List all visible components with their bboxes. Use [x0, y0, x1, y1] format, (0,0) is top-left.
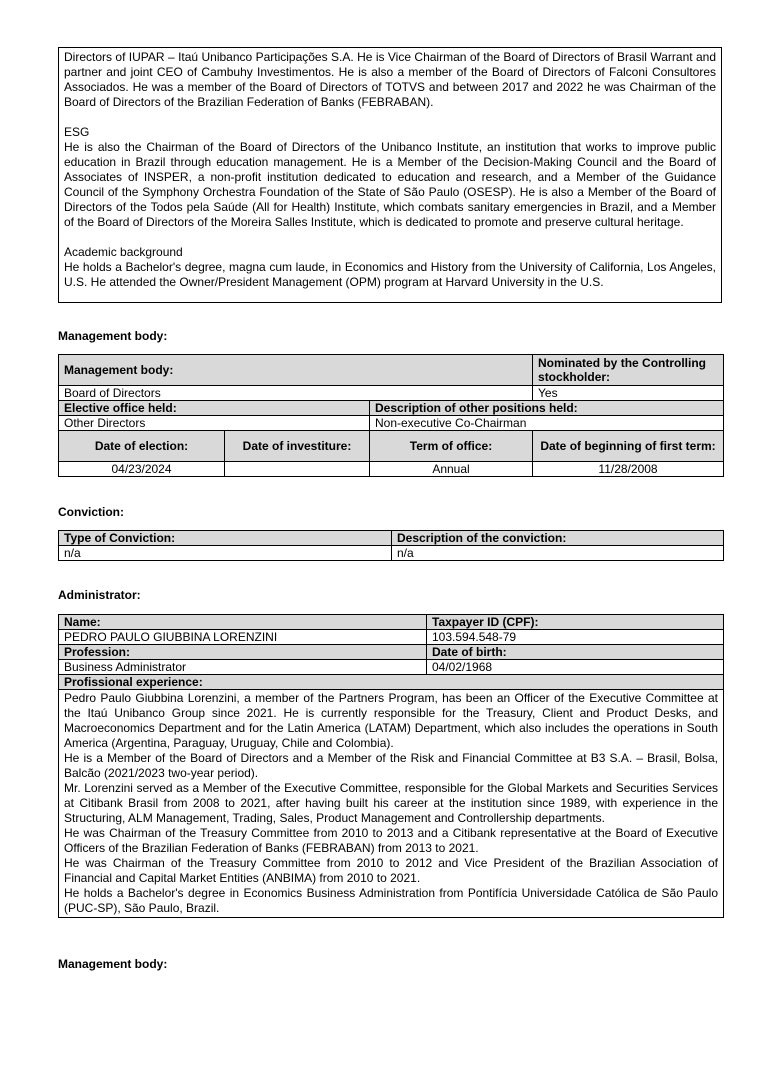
administrator-table	[58, 614, 724, 918]
management-body-value: Board of Directors	[59, 386, 533, 401]
birth-date-value: 04/02/1968	[427, 660, 724, 675]
experience-paragraph: He was Chairman of the Treasury Committee from 2010 to 2013 and a Citibank representative at the Board of Executive Officers of the Brazilian Federation of Banks (FEBRABAN) from 2013 to 2021.	[64, 826, 718, 855]
experience-paragraph: Mr. Lorenzini served as a Member of the Executive Committee, responsible for the Global Markets and Securities Services at Citibank Brasil from 2008 to 2021, after having built his career at the institution since 1989, with experience in the Structuring, ALM Management, Trading, Sales, Product Management and Controllership departments.	[64, 781, 718, 825]
first-term-value: 11/28/2008	[533, 462, 724, 477]
conviction-type-value: n/a	[59, 546, 392, 561]
board-positions-text: Directors of IUPAR – Itaú Unibanco Participações S.A. He is Vice Chairman of the Board of Directors of Brasil Warrant and partner and joint CEO of Cambuhy Investimentos. He is also a member of the Board of Directors of Falconi Consultores Associados. He was a member of the Board of Directors of TOTVS and between 2017 and 2022 he was Chairman of the Board of Directors of the Brazilian Federation of Banks (FEBRABAN).	[64, 50, 716, 109]
profession-label: Profession:	[59, 645, 427, 660]
investiture-date-label: Date of investiture:	[225, 431, 370, 462]
name-value: PEDRO PAULO GIUBBINA LORENZINI	[59, 630, 427, 645]
academic-title: Academic background	[64, 245, 183, 259]
experience-paragraph: He was Chairman of the Treasury Committee from 2010 to 2012 and Vice President of the Brazilian Association of Financial and Capital Market Entities (ANBIMA) from 2010 to 2021.	[64, 856, 718, 885]
nominated-label: Nominated by the Controlling stockholder:	[533, 355, 724, 386]
term-office-label: Term of office:	[370, 431, 533, 462]
profession-value: Business Administrator	[59, 660, 427, 675]
experience-paragraph: He is a Member of the Board of Directors and a Member of the Risk and Financial Committee at B3 S.A. – Brasil, Bolsa, Balcão (2021/2023 two-year period).	[64, 751, 718, 780]
management-heading: Management body:	[58, 329, 168, 343]
election-date-label: Date of election:	[59, 431, 225, 462]
experience-paragraph: Pedro Paulo Giubbina Lorenzini, a member of the Partners Program, has been an Officer of the Executive Committee at the Itaú Unibanco Group since 2021. He is currently responsible for the Treasury, Client and Product Desks, and Macroeconomics Department and for the Latin America (LATAM) Department, which also includes the operations in South America (Argentina, Paraguay, Uruguay, Chile and Colombia).	[64, 691, 718, 750]
conviction-description-value: n/a	[392, 546, 724, 561]
academic-text: He holds a Bachelor's degree, magna cum laude, in Economics and History from the University of California, Los Angeles, U.S. He attended the Owner/President Management (OPM) program at Harvard University in the U.S.	[64, 260, 716, 289]
cpf-label: Taxpayer ID (CPF):	[427, 615, 724, 630]
investiture-date-value	[225, 462, 370, 477]
previous-profile-box	[58, 47, 722, 303]
experience-label: Profissional experience:	[59, 675, 724, 690]
other-positions-value: Non-executive Co-Chairman	[370, 416, 724, 431]
name-label: Name:	[59, 615, 427, 630]
management-table	[58, 354, 724, 477]
conviction-table	[58, 530, 724, 561]
administrator-heading: Administrator:	[58, 588, 141, 602]
esg-text: He is also the Chairman of the Board of Directors of the Unibanco Institute, an institution that works to improve public education in Brazil through education management. He is a Member of the Decision-Making Council and the Board of Associates of INSPER, a non-profit institution dedicated to education and research, and a Member of the Guidance Council of the Symphony Orchestra Foundation of the State of São Paulo (OSESP). He is also a Member of the Board of Directors of the Todos pela Saúde (All for Health) Institute, which combats sanitary emergencies in Brazil, and a Member of the Board of Directors of the Moreira Salles Institute, which is dedicated to promote and preserve cultural heritage.	[64, 140, 716, 229]
cpf-value: 103.594.548-79	[427, 630, 724, 645]
next-management-heading: Management body:	[58, 957, 168, 971]
other-positions-label: Description of other positions held:	[370, 401, 724, 416]
nominated-value: Yes	[533, 386, 724, 401]
term-office-value: Annual	[370, 462, 533, 477]
election-date-value: 04/23/2024	[59, 462, 225, 477]
esg-title: ESG	[64, 125, 90, 139]
experience-text	[59, 690, 724, 918]
management-body-label: Management body:	[59, 355, 533, 386]
experience-paragraph: He holds a Bachelor's degree in Economics Business Administration from Pontifícia Universidade Católica de São Paulo (PUC-SP), São Paulo, Brazil.	[64, 886, 718, 915]
birth-date-label: Date of birth:	[427, 645, 724, 660]
conviction-type-label: Type of Conviction:	[59, 531, 392, 546]
elective-office-value: Other Directors	[59, 416, 370, 431]
elective-office-label: Elective office held:	[59, 401, 370, 416]
conviction-description-label: Description of the conviction:	[392, 531, 724, 546]
first-term-label: Date of beginning of first term:	[533, 431, 724, 462]
conviction-heading: Conviction:	[58, 505, 124, 519]
